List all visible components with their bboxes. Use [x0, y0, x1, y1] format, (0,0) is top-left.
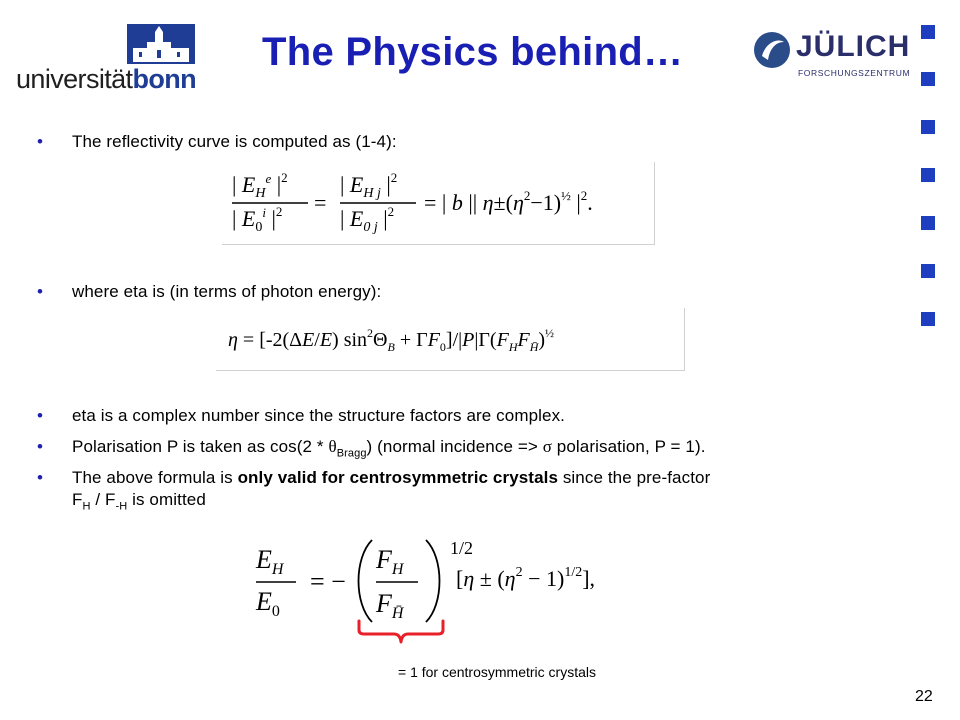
svg-text:= −: = − — [310, 567, 346, 596]
decor-square-5 — [921, 216, 935, 230]
svg-text:= | b || η±(η2−1)½ |2.: = | b || $\eta\pm(\eta^2-1)^{\frac{1}{2}}$ $|^2$. — [424, 188, 593, 215]
bullet-marker: • — [37, 406, 43, 425]
svg-text:| E0i |2: | $E_0^i$ $|^2$ — [232, 204, 283, 235]
page-number: 22 — [915, 688, 933, 705]
bullet-centrosymmetric-note: The above formula is only valid for centrosymmetric crystals since the pre-factor $F_H / F_{-H}$ is omitted — [72, 468, 711, 513]
juelich-swoosh-icon — [752, 30, 792, 70]
bullet-polarisation: Polarisation P is taken as $\cos(2 * \theta_{Bragg})$ (normal incidence => σ polarisation, P = 1). — [72, 437, 706, 460]
svg-text:| E0 j |2: | $E_{0 j}$ $|^2$ — [340, 204, 395, 235]
svg-text:| EHe |2: | $E_H^e$ $|^2$ — [232, 170, 288, 201]
svg-text:1/2: 1/2 — [450, 538, 474, 558]
decor-square-4 — [921, 168, 935, 182]
svg-text:| EH j |2: | $E_{H j}$ $|^2$ — [340, 170, 398, 201]
bullet-marker: • — [37, 437, 43, 456]
svg-text:EH: $E_H$ — [256, 545, 284, 578]
decor-square-7 — [921, 312, 935, 326]
svg-text:FH̄: $F_{H̄}$ — [376, 589, 404, 622]
slide-title: The Physics behind… — [262, 30, 684, 74]
university-bonn-logo — [14, 22, 197, 94]
decor-square-1 — [921, 25, 935, 39]
fz-juelich-logo: JÜLICH FORSCHUNGSZENTRUM — [752, 28, 912, 88]
decor-square-2 — [921, 72, 935, 86]
bullet-reflectivity: The reflectivity curve is computed as (1-4): — [72, 132, 397, 151]
decor-square-6 — [921, 264, 935, 278]
bullet-marker: • — [37, 468, 43, 487]
university-building-icon — [127, 24, 195, 64]
formula-full-reflectivity — [250, 532, 670, 624]
bullet-eta-definition: where eta is (in terms of photon energy): — [72, 282, 382, 301]
svg-text:[η ± (η2 − 1)1/2],: $[\eta \pm (\eta^2 - 1)^{1/2}]$, — [456, 565, 596, 591]
svg-text:η = [-2(ΔE/E) sin2ΘB + ΓF0]/|P: η = [-2(ΔE/E) $\sin^2\Theta_B + \Gamma F_0]/|P|\Gamma(F_HF_{H̄})^{\frac{1}{2}}$ — [228, 326, 555, 354]
svg-text:=: = — [314, 190, 327, 215]
formula-reflectivity-image — [222, 162, 655, 245]
svg-text:FH: $F_H$ — [376, 545, 404, 578]
svg-text:E0: $E_0$ — [256, 587, 280, 620]
curly-brace-icon — [356, 618, 446, 648]
bullet-marker: • — [37, 132, 43, 151]
bullet-complex-eta: eta is a complex number since the structure factors are complex. — [72, 406, 565, 425]
bullet-marker: • — [37, 282, 43, 301]
decor-square-3 — [921, 120, 935, 134]
formula-eta-image — [216, 308, 685, 371]
university-bonn-wordmark: universitätbonn — [16, 64, 197, 94]
brace-annotation: = 1 for centrosymmetric crystals — [398, 664, 596, 680]
